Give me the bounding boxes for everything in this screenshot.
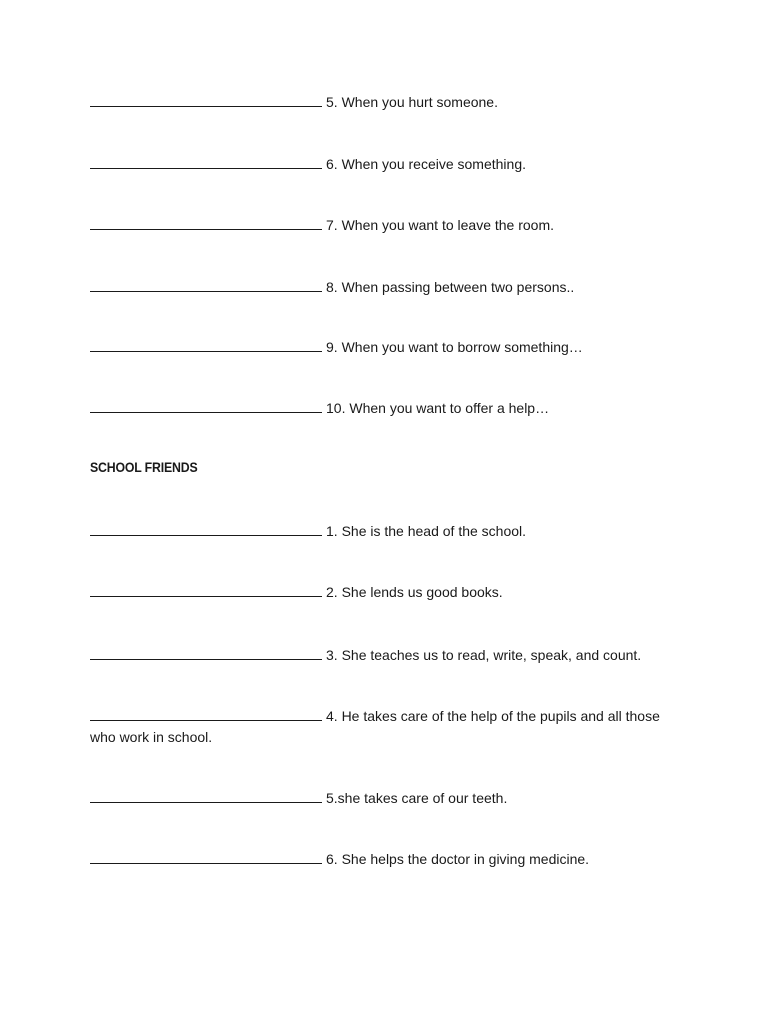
question-text: 10. When you want to offer a help…: [326, 400, 550, 416]
question-item: [90, 92, 680, 113]
question-item: [90, 849, 680, 870]
question-text: 8. When passing between two persons..: [326, 279, 575, 295]
question-text: 1. She is the head of the school.: [326, 523, 527, 539]
question-text: 6. She helps the doctor in giving medicine.: [326, 851, 590, 867]
question-text: 5. When you hurt someone.: [326, 94, 498, 110]
question-item: [90, 521, 680, 542]
question-item: [90, 706, 668, 748]
question-text: 4. He takes care of the help of the pupils and all those who work in school.: [90, 708, 660, 745]
answer-blank[interactable]: [90, 582, 322, 597]
answer-blank[interactable]: [90, 645, 322, 660]
question-text: 3. She teaches us to read, write, speak, and count.: [326, 647, 642, 663]
answer-blank[interactable]: [90, 337, 322, 352]
question-text: 7. When you want to leave the room.: [326, 217, 555, 233]
question-item: [90, 788, 680, 809]
question-item: [90, 277, 680, 298]
section-heading: SCHOOL FRIENDS: [90, 459, 198, 475]
question-item: [90, 645, 680, 666]
question-item: [90, 215, 680, 236]
question-item: [90, 154, 680, 175]
question-text: 5.she takes care of our teeth.: [326, 790, 508, 806]
answer-blank[interactable]: [90, 398, 322, 413]
answer-blank[interactable]: [90, 215, 322, 230]
question-text: 6. When you receive something.: [326, 156, 526, 172]
answer-blank[interactable]: [90, 521, 322, 536]
question-item: [90, 398, 680, 419]
answer-blank[interactable]: [90, 706, 322, 721]
question-item: [90, 337, 680, 358]
answer-blank[interactable]: [90, 788, 322, 803]
question-text: 2. She lends us good books.: [326, 584, 503, 600]
answer-blank[interactable]: [90, 92, 322, 107]
question-item: [90, 582, 680, 603]
question-text: 9. When you want to borrow something…: [326, 339, 583, 355]
answer-blank[interactable]: [90, 849, 322, 864]
answer-blank[interactable]: [90, 154, 322, 169]
answer-blank[interactable]: [90, 277, 322, 292]
